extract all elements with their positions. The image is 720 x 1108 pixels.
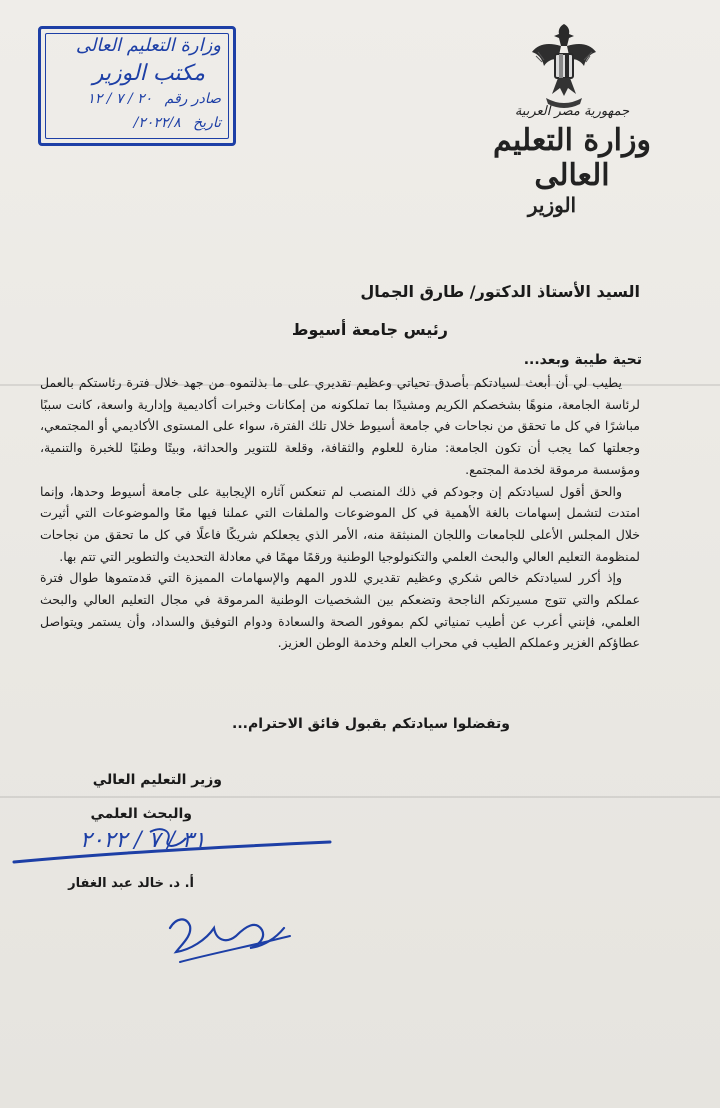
greeting: تحية طيبة وبعد... — [523, 352, 642, 368]
addressee: السيد الأستاذ الدكتور/ طارق الجمال — [360, 282, 640, 301]
letterhead-ministry: وزارة التعليم العالى — [493, 123, 651, 193]
letterhead — [472, 104, 672, 217]
eagle-emblem-icon — [528, 18, 600, 110]
addressee-title: رئيس جامعة أسيوط — [291, 320, 448, 339]
closing-line: وتفضلوا سيادتكم بقبول فائق الاحترام... — [232, 716, 510, 732]
paragraph: وإذ أكرر لسيادتكم خالص شكري وعظيم تقديري للدور المهم والإسهامات المميزة التي قدمتموها طوال فترة عملكم والتي تتوج مسيرتكم الناجحة وتضعكم بين الشخصيات الوطنية المرموقة في مجال التعليم العالي والبحث العلمي، فإنني أعرب عن أطيب تمنياتي لكم بموفور الصحة والسعادة ودوام التوفيق والسداد، وأن يستمر ويتواصل عطاؤكم الغزير وعملكم الطيب في محراب العلم وخدمة الوطن العزيز. — [40, 570, 640, 651]
signer-title-continued: والبحث العلمي — [90, 806, 192, 822]
stamp-date-value: ٢٠٢٢/٨/ — [133, 115, 181, 131]
letterhead-republic: جمهورية مصر العربية — [514, 104, 630, 119]
stamp-ministry: وزارة التعليم العالى — [75, 35, 221, 56]
stamp-date-label: تاريخ — [193, 115, 221, 131]
paragraph: يطيب لي أن أبعث لسيادتكم بأصدق تحياتي وعظيم تقديري على ما بذلتموه من جهد خلال فترة رئاستكم بالعمل لرئاسة الجامعة، منوهًا بشخصكم الكريم ومشيدًا بما تملكونه من إمكانات وخبرات أكاديمية وإدارية واسعة، كانت سببًا مباشرًا في كل ما تحقق من نجاحات في جامعة أسيوط خلال تلك الفترة، سواء على المستوى الأكاديمي أو المجتمعي، وجعلتها كما يجب أن تكون الجامعة: منارة للعلوم والثقافة، وقلعة للتنوير والحداثة، وبيتًا وطنيًا للخبرة والتنمية، ومؤسسة مرموقة لخدمة المجتمع. — [40, 375, 640, 477]
signer-name: أ. د. خالد عبد الغفار — [68, 876, 194, 891]
stamp-number-row — [87, 91, 221, 107]
office-stamp — [38, 26, 236, 146]
letterhead-office: الوزير — [527, 193, 577, 217]
stamp-number-value: ٢٠ / ٧ / ١٢ — [87, 91, 153, 107]
stamp-date-row — [134, 115, 221, 131]
handwritten-date: ٣١ / ٧ / ٢٠٢٢ — [80, 828, 206, 853]
paragraph: والحق أقول لسيادتكم إن وجودكم في ذلك المنصب لم تنعكس آثاره الإيجابية على جامعة أسيوط وحدها، وإنما امتدت لتشمل إسهامات بالغة الأهمية في كل الموضوعات والملفات التي عملنا فيها معًا والموضوعات التي أثيرت خلال المجلس الأعلى للجامعات واللجان المنبثقة منه، الأمر الذي يجعلكم شريكًا فاعلًا في كل ما تحقق من نجاحات لمنظومة التعليم العالي والبحث العلمي والتكنولوجيا الوطنية ورقمًا مهمًا في معادلة التحديث والتطوير التي تتم بها. — [40, 483, 640, 564]
stamp-number-label: صادر رقم — [164, 91, 221, 107]
paper-fold — [0, 796, 720, 798]
signer-title: وزير التعليم العالي — [92, 772, 222, 788]
letter-body — [40, 372, 640, 654]
stamp-office: مكتب الوزير — [92, 61, 205, 86]
